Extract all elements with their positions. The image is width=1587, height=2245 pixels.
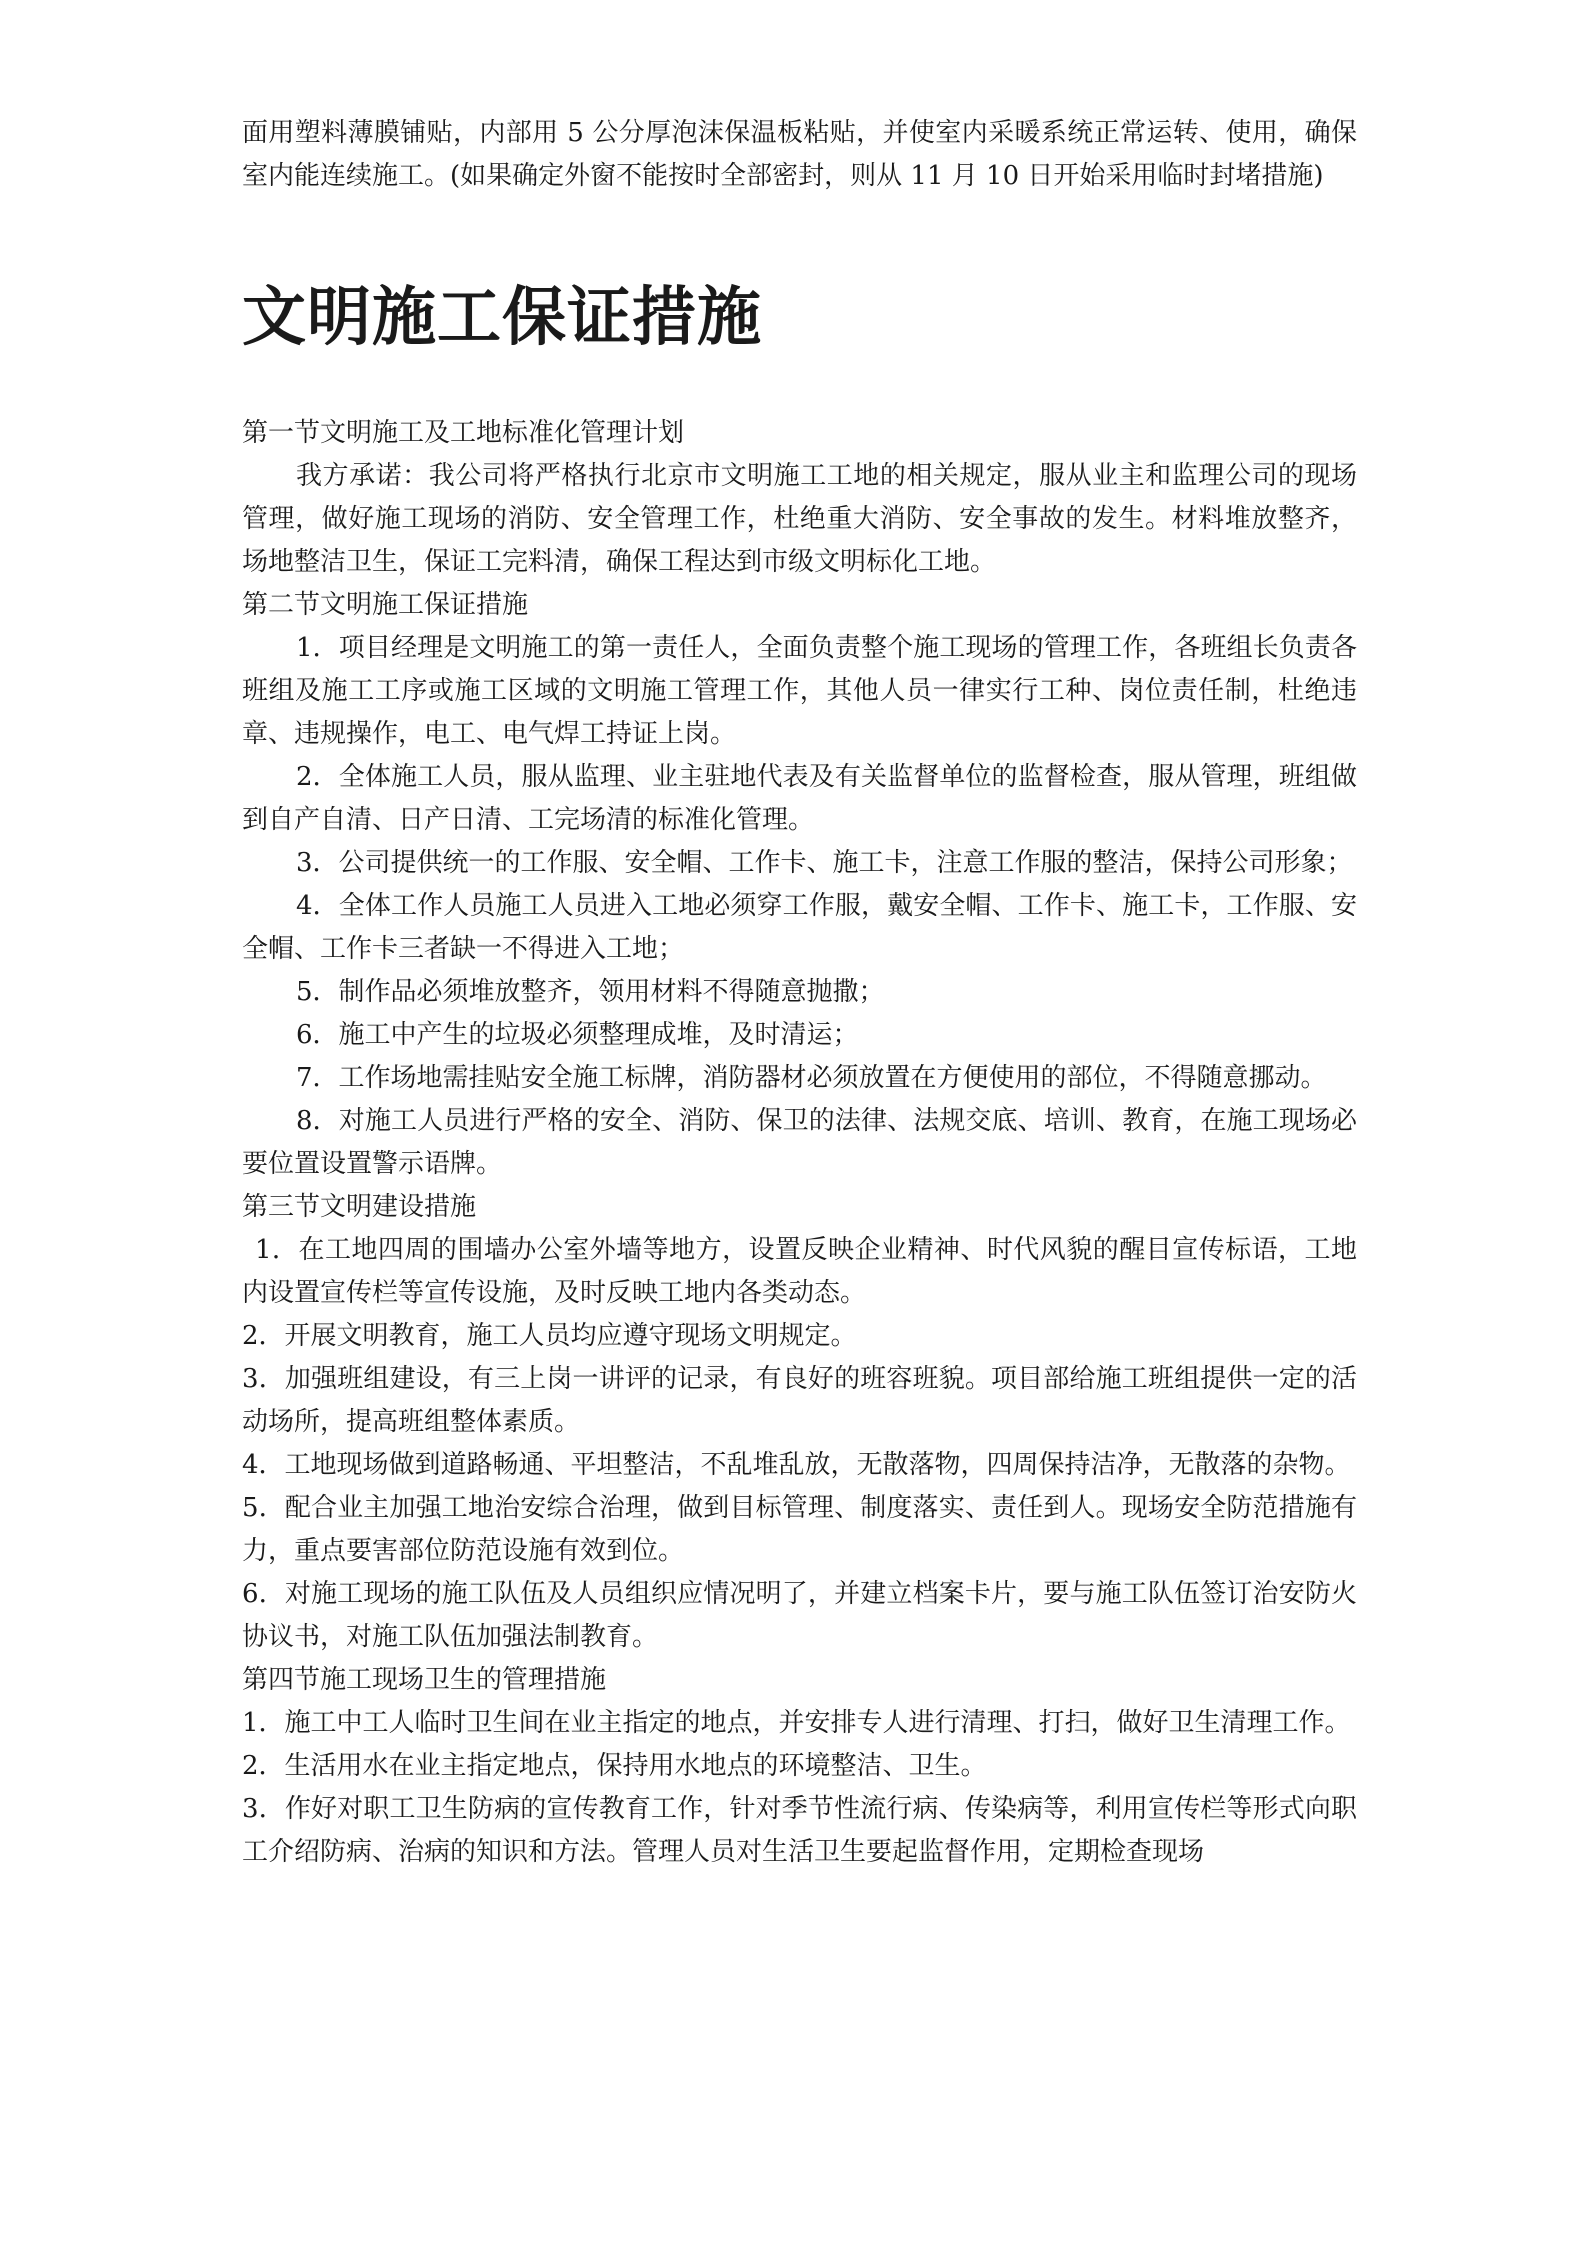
- section-2-item: 2．全体施工人员，服从监理、业主驻地代表及有关监督单位的监督检查，服从管理，班组做到自产自清、日产日清、工完场清的标准化管理。: [242, 762, 1357, 835]
- section-3-heading: 第三节文明建设措施: [242, 1192, 477, 1222]
- document-title: 文明施工保证措施: [242, 281, 762, 355]
- section-4-heading: 第四节施工现场卫生的管理措施: [242, 1665, 607, 1695]
- document-page: [242, 112, 1357, 1874]
- section-3-item: 3．加强班组建设，有三上岗一讲评的记录，有良好的班容班貌。项目部给施工班组提供一定的活动场所，提高班组整体素质。: [242, 1364, 1357, 1437]
- section-2-item: 8．对施工人员进行严格的安全、消防、保卫的法律、法规交底、培训、教育，在施工现场必要位置设置警示语牌。: [242, 1106, 1357, 1179]
- section-2-item: 3．公司提供统一的工作服、安全帽、工作卡、施工卡，注意工作服的整洁，保持公司形象；: [296, 848, 1353, 878]
- section-3-item: 6．对施工现场的施工队伍及人员组织应情况明了，并建立档案卡片，要与施工队伍签订治安防火协议书，对施工队伍加强法制教育。: [242, 1579, 1357, 1652]
- section-4-item: 2．生活用水在业主指定地点，保持用水地点的环境整洁、卫生。: [242, 1751, 987, 1781]
- section-4-item: 3．作好对职工卫生防病的宣传教育工作，针对季节性流行病、传染病等，利用宣传栏等形式向职工介绍防病、治病的知识和方法。管理人员对生活卫生要起监督作用，定期检查现场: [242, 1794, 1357, 1867]
- section-1-heading: 第一节文明施工及工地标准化管理计划: [242, 418, 685, 448]
- section-3-item: 4．工地现场做到道路畅通、平坦整洁，不乱堆乱放，无散落物，四周保持洁净，无散落的杂物。: [242, 1450, 1351, 1480]
- section-2-item: 4．全体工作人员施工人员进入工地必须穿工作服，戴安全帽、工作卡、施工卡，工作服、安全帽、工作卡三者缺一不得进入工地；: [242, 891, 1357, 964]
- section-4-item: 1．施工中工人临时卫生间在业主指定的地点，并安排专人进行清理、打扫，做好卫生清理工作。: [242, 1708, 1351, 1738]
- section-3-item: 5．配合业主加强工地治安综合治理，做到目标管理、制度落实、责任到人。现场安全防范措施有力，重点要害部位防范设施有效到位。: [242, 1493, 1357, 1566]
- section-2-item: 6．施工中产生的垃圾必须整理成堆，及时清运；: [296, 1020, 859, 1050]
- section-2-item: 7．工作场地需挂贴安全施工标牌，消防器材必须放置在方便使用的部位，不得随意挪动。: [296, 1063, 1327, 1093]
- section-2-heading: 第二节文明施工保证措施: [242, 590, 529, 620]
- section-3-item: 1．在工地四周的围墙办公室外墙等地方，设置反映企业精神、时代风貌的醒目宣传标语，工地内设置宣传栏等宣传设施，及时反映工地内各类动态。: [242, 1235, 1357, 1308]
- section-1-paragraph: 我方承诺：我公司将严格执行北京市文明施工工地的相关规定，服从业主和监理公司的现场管理，做好施工现场的消防、安全管理工作，杜绝重大消防、安全事故的发生。材料堆放整齐，场地整洁卫生，保证工完料清，确保工程达到市级文明标化工地。: [242, 461, 1357, 577]
- section-2-item: 5．制作品必须堆放整齐，领用材料不得随意抛撒；: [296, 977, 885, 1007]
- section-3-item: 2．开展文明教育，施工人员均应遵守现场文明规定。: [242, 1321, 857, 1351]
- section-2-item: 1．项目经理是文明施工的第一责任人，全面负责整个施工现场的管理工作，各班组长负责各班组及施工工序或施工区域的文明施工管理工作，其他人员一律实行工种、岗位责任制，杜绝违章、违规操作，电工、电气焊工持证上岗。: [242, 633, 1357, 749]
- intro-paragraph: 面用塑料薄膜铺贴，内部用 5 公分厚泡沫保温板粘贴，并使室内采暖系统正常运转、使用，确保室内能连续施工。(如果确定外窗不能按时全部密封，则从 11 月 10 日开始采用临时封堵措施): [242, 118, 1357, 191]
